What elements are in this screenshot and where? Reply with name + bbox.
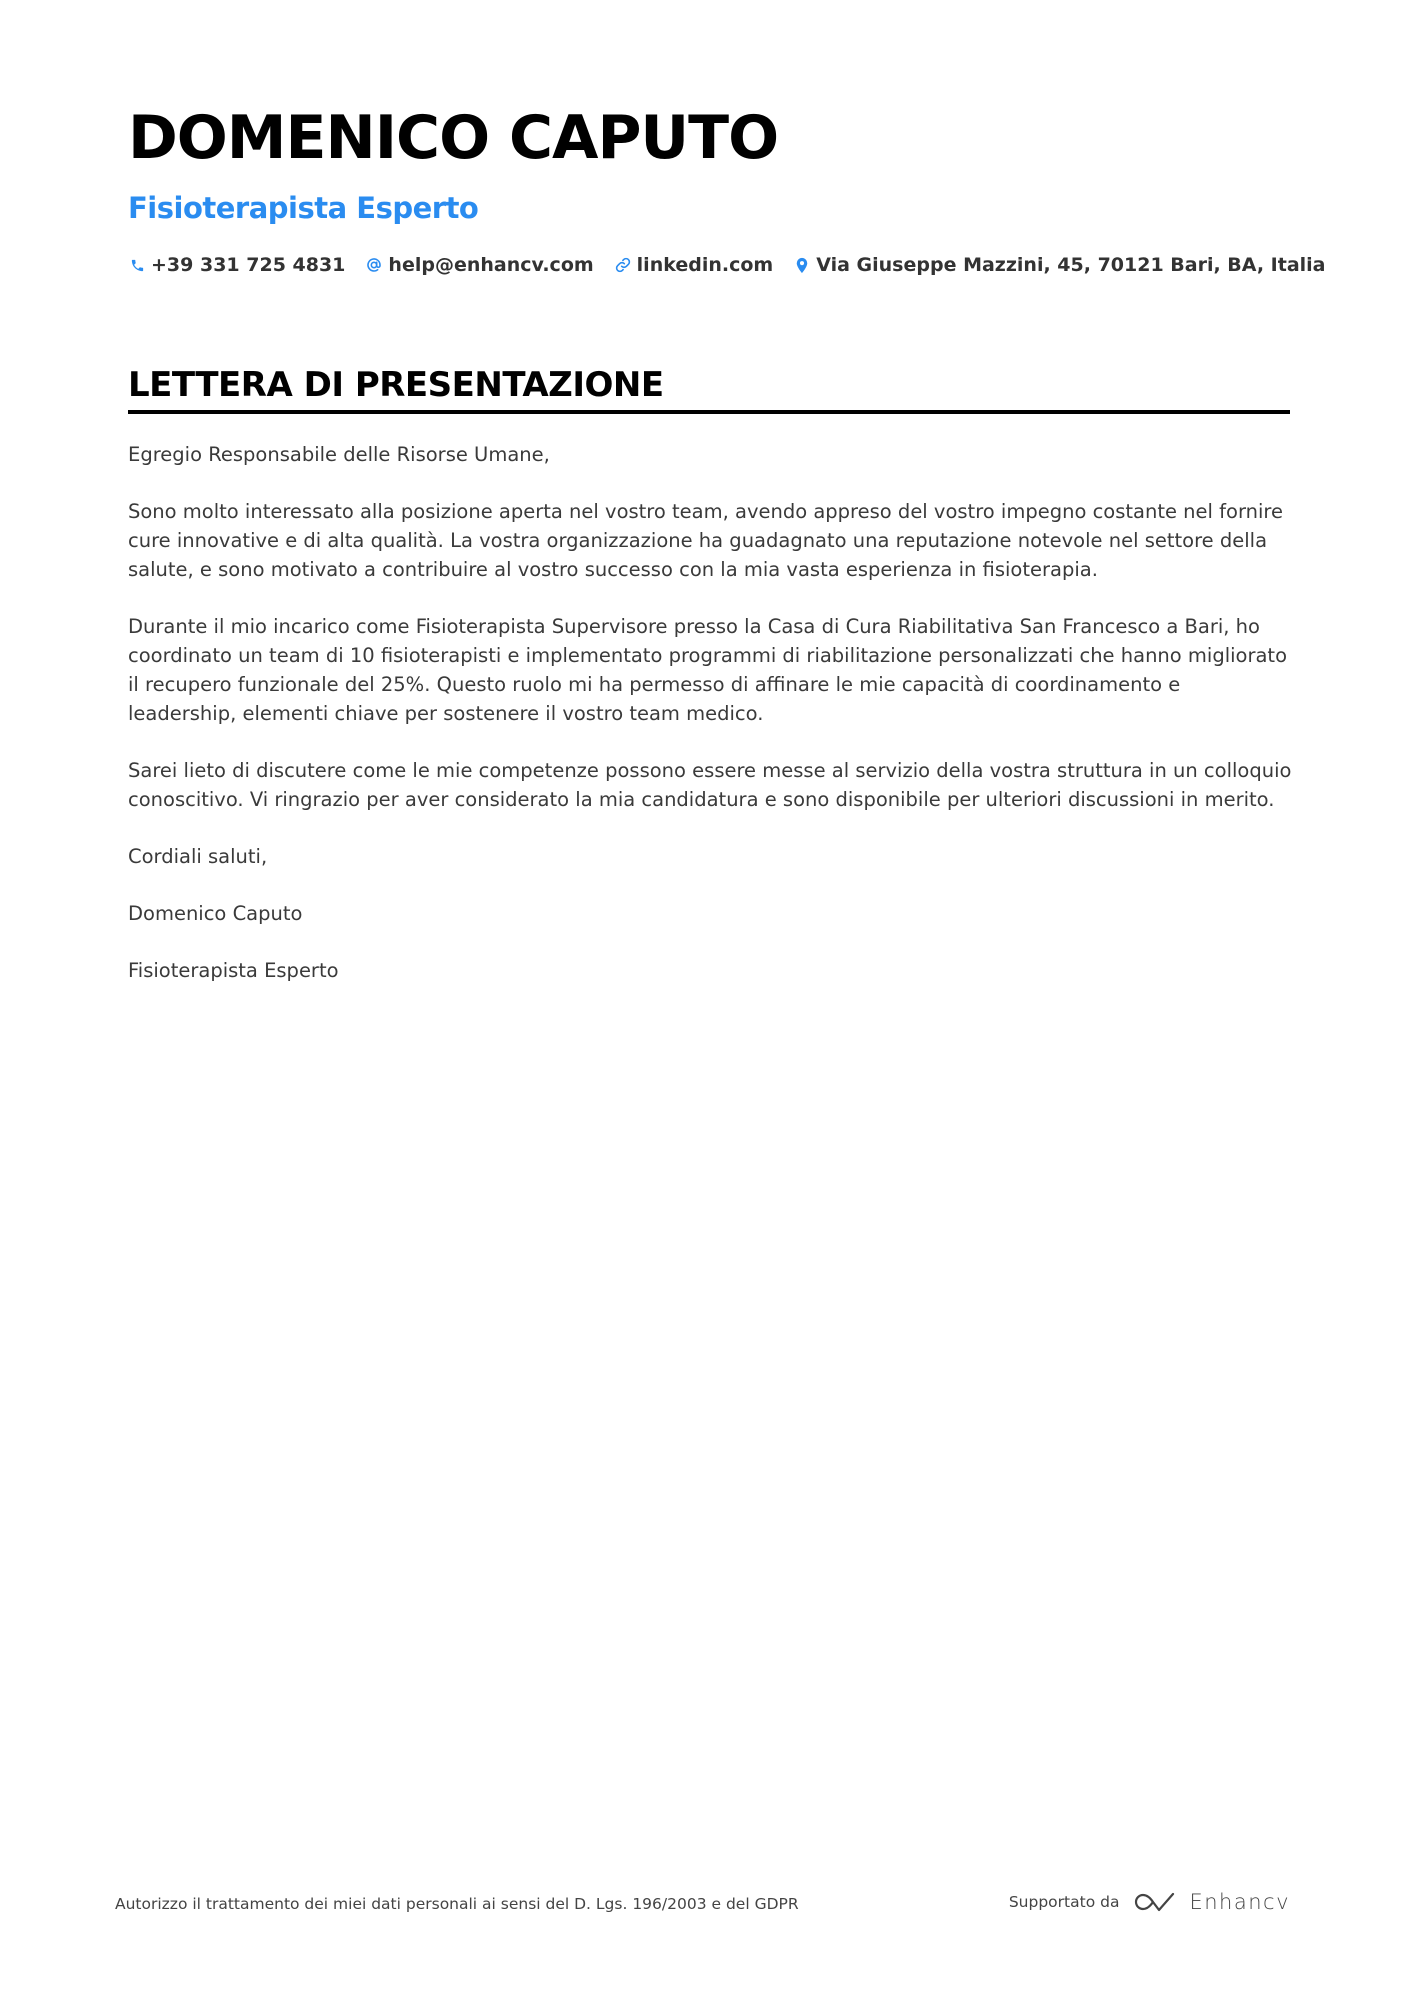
powered-by[interactable] [1009, 1890, 1290, 1914]
contact-phone[interactable] [128, 254, 345, 276]
letter-paragraph: Sono molto interessato alla posizione aperta nel vostro team, avendo appreso del vostro impegno costante nel fornire cure innovative e di alta qualità. La vostra organizzazione ha guadagnato una reputazione notevole nel settore della salute, e sono motivato a contribuire al vostro successo con la mia vasta esperienza in fisioterapia. [128, 500, 1283, 581]
letter-paragraph: Sarei lieto di discutere come le mie competenze possono essere messe al servizio della vostra struttura in un colloquio conoscitivo. Vi ringrazio per aver considerato la mia candidatura e sono disponibile per ulteriori discussioni in merito. [128, 759, 1292, 811]
contact-address-label: Via Giuseppe Mazzini, 45, 70121 Bari, BA, Italia [816, 254, 1326, 276]
powered-by-label: Supportato da [1008, 1893, 1120, 1911]
contact-bar [128, 254, 1346, 276]
section-title: LETTERA DI PRESENTAZIONE [128, 365, 664, 405]
letter-closing: Cordiali saluti, [128, 845, 268, 868]
candidate-name: DOMENICO CAPUTO [128, 103, 779, 173]
brand-name: Enhancv [1189, 1890, 1290, 1914]
contact-address [793, 254, 1325, 276]
location-pin-icon [793, 256, 811, 274]
signature-role: Fisioterapista Esperto [128, 959, 339, 982]
contact-phone-label: +39 331 725 4831 [151, 254, 346, 276]
contact-email-label: help@enhancv.com [388, 254, 594, 276]
letter-greeting: Egregio Responsabile delle Risorse Umane, [128, 443, 550, 466]
contact-linkedin-label: linkedin.com [636, 254, 774, 276]
contact-email[interactable] [365, 254, 593, 276]
privacy-consent: Autorizzo il trattamento dei miei dati personali ai sensi del D. Lgs. 196/2003 e del GDPR [115, 1895, 799, 1913]
letter-paragraph: Durante il mio incarico come Fisioterapista Supervisore presso la Casa di Cura Riabilitativa San Francesco a Bari, ho coordinato un team di 10 fisioterapisti e implementato programmi di riabilitazione personalizzati che hanno migliorato il recupero funzionale del 25%. Questo ruolo mi ha permesso di affinare le mie capacità di coordinamento e leadership, elementi chiave per sostenere il vostro team medico. [128, 615, 1288, 725]
link-icon [614, 256, 632, 274]
signature-name: Domenico Caputo [128, 902, 303, 925]
contact-linkedin[interactable] [614, 254, 774, 276]
letter-body [128, 440, 1293, 1013]
enhancv-logo-icon [1131, 1890, 1177, 1914]
candidate-role: Fisioterapista Esperto [128, 191, 479, 225]
phone-icon [128, 256, 146, 274]
at-icon [365, 256, 383, 274]
section-divider [128, 410, 1290, 414]
